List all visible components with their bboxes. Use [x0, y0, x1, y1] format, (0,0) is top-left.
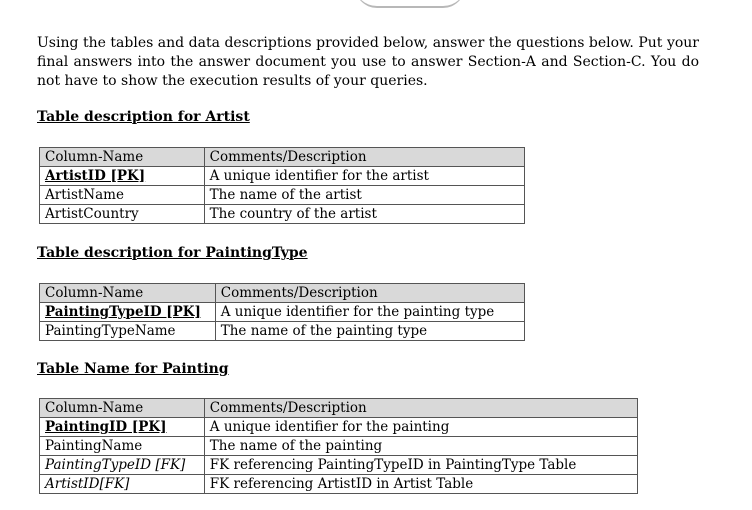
page-top-decoration: [355, 0, 465, 8]
artist-description-table: [39, 147, 525, 224]
table-row: [40, 205, 525, 224]
column-name-header: Column-Name: [40, 399, 205, 418]
description-cell: FK referencing PaintingTypeID in PaintingType Table: [204, 456, 637, 475]
column-name-header: Column-Name: [40, 284, 216, 303]
description-header: Comments/Description: [215, 284, 524, 303]
table-header-row: [40, 148, 525, 167]
column-name-cell: PaintingTypeName: [40, 322, 216, 341]
description-cell: A unique identifier for the painting: [204, 418, 637, 437]
column-name-cell: ArtistName: [40, 186, 205, 205]
table-row: [40, 303, 525, 322]
paintingtype-table-heading: Table description for PaintingType: [37, 245, 308, 261]
column-name-cell: PaintingTypeID [FK]: [40, 456, 205, 475]
table-header-row: [40, 284, 525, 303]
artist-table-heading: Table description for Artist: [37, 109, 250, 125]
table-row: [40, 475, 638, 494]
table-row: [40, 167, 525, 186]
description-cell: The name of the painting: [204, 437, 637, 456]
table-row: [40, 322, 525, 341]
column-name-cell: PaintingID [PK]: [40, 418, 205, 437]
description-cell: A unique identifier for the painting type: [215, 303, 524, 322]
description-header: Comments/Description: [204, 148, 524, 167]
column-name-header: Column-Name: [40, 148, 205, 167]
description-cell: The name of the artist: [204, 186, 524, 205]
paintingtype-description-table: [39, 283, 525, 341]
painting-table-heading: Table Name for Painting: [37, 361, 229, 377]
column-name-cell: PaintingName: [40, 437, 205, 456]
description-cell: FK referencing ArtistID in Artist Table: [204, 475, 637, 494]
table-row: [40, 456, 638, 475]
column-name-cell: ArtistCountry: [40, 205, 205, 224]
column-name-cell: ArtistID [PK]: [40, 167, 205, 186]
table-row: [40, 437, 638, 456]
description-cell: The name of the painting type: [215, 322, 524, 341]
table-row: [40, 186, 525, 205]
column-name-cell: ArtistID[FK]: [40, 475, 205, 494]
column-name-cell: PaintingTypeID [PK]: [40, 303, 216, 322]
table-row: [40, 418, 638, 437]
painting-description-table: [39, 398, 638, 494]
description-header: Comments/Description: [204, 399, 637, 418]
description-cell: The country of the artist: [204, 205, 524, 224]
instructions-paragraph: Using the tables and data descriptions provided below, answer the questions below. Put your final answers into the answer document you use to answer Section-A and Section-C. You do not have to show the execution results of your queries.: [37, 35, 699, 89]
table-header-row: [40, 399, 638, 418]
description-cell: A unique identifier for the artist: [204, 167, 524, 186]
